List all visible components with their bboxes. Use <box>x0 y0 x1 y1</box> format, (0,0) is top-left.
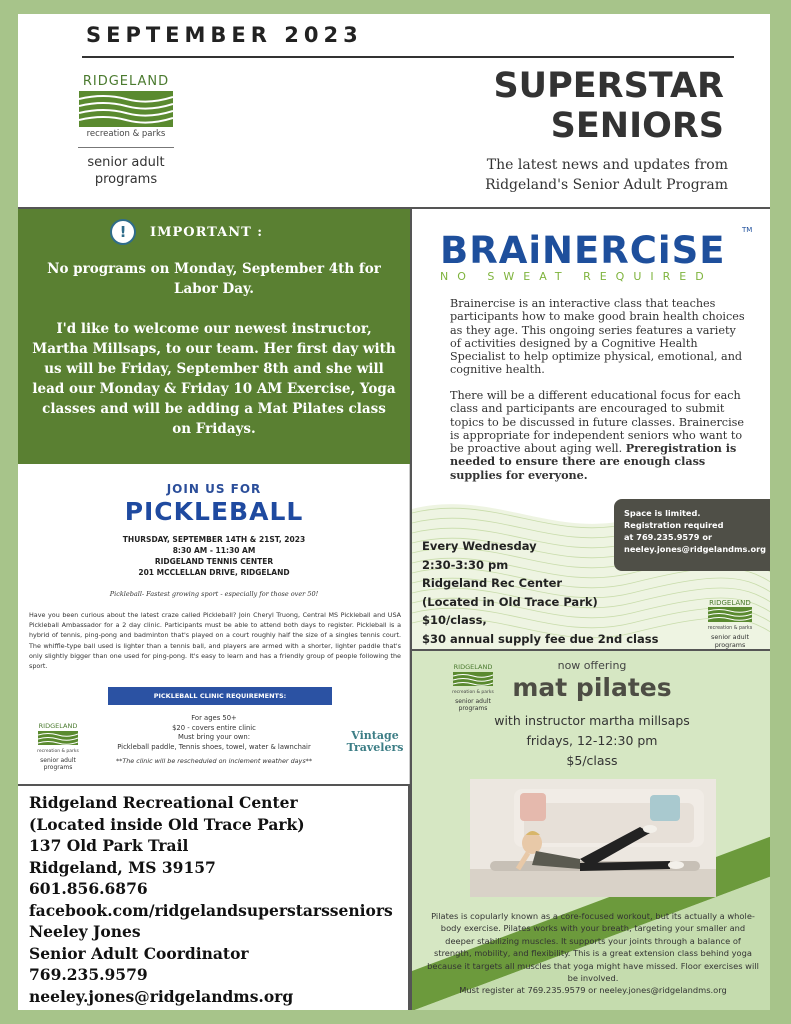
mini-logo-sub: recreation & parks <box>37 749 79 754</box>
mini-logo-sub: recreation & parks <box>707 626 753 631</box>
pilates-instructor: with instructor martha millsaps <box>494 713 690 728</box>
pickleball-flyer <box>18 464 410 784</box>
logo-divider <box>78 147 174 148</box>
schedule-venue: Ridgeland Rec Center <box>422 576 563 590</box>
schedule-supply-fee: $30 annual supply fee due 2nd class <box>422 631 659 646</box>
brainercise-description: Brainercise is an interactive class that teaches participants how to make good brain health choices as they age. This ongoing series features a variety of activities designed by a Cognitive Health Specialist to help optimize physical, emotional, and cognitive health. <box>450 297 745 377</box>
schedule-location: (Located in Old Trace Park) <box>422 594 598 609</box>
mini-logo-program <box>34 757 82 771</box>
mini-logo-program-l2: programs <box>714 640 746 649</box>
pilates-description <box>426 910 760 997</box>
info-icon: ! <box>110 219 136 245</box>
pickleball-venue: RIDGELAND TENNIS CENTER <box>154 557 274 566</box>
requirement-items: Pickleball paddle, Tennis shoes, towel, water & lawnchair <box>117 742 311 751</box>
vintage-line1: Vintage <box>351 729 399 742</box>
mini-logo-sub: recreation & parks <box>452 690 494 695</box>
vintage-travelers-logo <box>343 730 407 754</box>
logo-program-line2: programs <box>94 172 158 187</box>
requirement-fee: $20 - covers entire clinic <box>172 723 256 732</box>
center-name: Ridgeland Recreational Center <box>29 793 298 812</box>
woman-exercising-illustration <box>470 779 716 897</box>
important-notice-box <box>18 209 410 464</box>
hills-logo-icon <box>38 731 78 745</box>
space-limited: Space is limited. <box>624 508 701 518</box>
brainercise-ridgeland-logo <box>704 599 756 649</box>
pilates-section <box>410 649 770 1010</box>
logo-program-line1: senior adult <box>87 155 165 170</box>
brainercise-subtitle: NO SWEAT REQUIRED <box>440 270 713 283</box>
pickleball-description: Have you been curious about the latest craze called Pickleball? Join Cheryl Truong, Central MS Pickleball and USA Pickleball Ambassador for a 2 day clinic. Participants must be able to attend both days to register. Pickleball is a hybrid of tennis, ping-pong and badminton that's played on a court roughly half the size of a singles tennis court. The whiffle-type ball used is lighter than a tennis ball, and players are armed with a shorter, lighter paddle that's only slightly bigger than one used for ping-pong. It's easy to learn and has a friendly group of people following the sport. <box>29 611 401 671</box>
pickleball-tagline: Pickleball- Fastest growing sport - especially for those over 50! <box>109 590 319 598</box>
ridgeland-logo <box>76 74 176 188</box>
mini-logo-name: RIDGELAND <box>453 663 493 671</box>
important-label: IMPORTANT : <box>150 224 264 240</box>
pickleball-time: 8:30 AM - 11:30 AM <box>172 546 256 555</box>
newsletter-tagline <box>485 155 728 195</box>
pilates-registration: Must register at 769.235.9579 or neeley.jones@ridgelandms.org <box>459 985 727 996</box>
requirement-age: For ages 50+ <box>191 714 237 722</box>
tagline-line1: The latest news and updates from <box>486 157 728 173</box>
important-header <box>110 219 263 245</box>
contact-lines <box>29 792 393 1007</box>
registration-required: Registration required <box>624 520 724 530</box>
schedule-time: 2:30-3:30 pm <box>422 557 509 572</box>
pilates-photo <box>470 779 716 897</box>
brainercise-logo: BRAiNERCiSE <box>440 229 726 272</box>
coordinator-phone: 769.235.9579 <box>29 965 148 984</box>
pickleball-title: PICKLEBALL <box>124 497 304 526</box>
newsletter-title <box>493 66 724 146</box>
trademark-mark: TM <box>742 226 753 234</box>
pilates-info <box>412 711 770 771</box>
pickleball-dates: THURSDAY, SEPTEMBER 14TH & 21ST, 2023 <box>122 535 306 544</box>
city-state-zip: Ridgeland, MS 39157 <box>29 857 216 877</box>
mini-logo-name: RIDGELAND <box>38 722 78 730</box>
title-line2: SENIORS <box>550 106 724 146</box>
pilates-price: $5/class <box>566 753 618 768</box>
mini-logo-program-l1: senior adult <box>40 757 76 764</box>
pilates-title: mat pilates <box>512 673 672 702</box>
preregistration-note: Preregistration is needed to ensure there are enough class supplies for everyone. <box>450 441 737 482</box>
requirements-banner: PICKLEBALL CLINIC REQUIREMENTS: <box>108 687 332 705</box>
pickleball-address: 201 MCCLELLAN DRIVE, RIDGELAND <box>138 568 290 577</box>
hills-logo-icon <box>79 91 173 127</box>
registration-email[interactable]: neeley.jones@ridgelandms.org <box>624 544 767 554</box>
brainercise-section <box>410 209 770 649</box>
registration-phone: at 769.235.9579 or <box>624 532 712 542</box>
pilates-time: fridays, 12-12:30 pm <box>526 733 658 748</box>
header-divider <box>82 56 734 58</box>
mini-logo-program-l2: programs <box>43 764 73 771</box>
schedule-price: $10/class, <box>422 613 487 627</box>
mini-logo-program-l1: senior adult <box>711 633 749 641</box>
mini-logo-program-l1: senior adult <box>455 698 491 705</box>
weather-note: **The clinic will be rescheduled on inclement weather days** <box>115 757 313 765</box>
mini-logo-name: RIDGELAND <box>709 599 751 607</box>
logo-program <box>76 154 176 188</box>
now-offering: now offering <box>557 659 627 672</box>
newsletter-page <box>18 14 770 1010</box>
instructor-welcome: I'd like to welcome our newest instructor, Martha Millsaps, to our team. Her first day with us will be Friday, September 8th and she will lead our Monday & Friday 10 AM Exercise, Yoga classes and will be adding a Mat Pilates class on Fridays. <box>32 321 396 437</box>
pickleball-ridgeland-logo <box>34 722 82 771</box>
brainercise-details-text: There will be a different educational focus for each class and participants are encouraged to submit topics to be discussed in future classes. Brainercise is appropriate for independent seniors who want to be proactive about aging well. <box>450 389 745 456</box>
street-address: 137 Old Park Trail <box>29 836 189 855</box>
mini-logo-program-l2: programs <box>458 705 488 712</box>
contact-info <box>18 784 410 1010</box>
brainercise-details <box>450 389 750 482</box>
registration-callout <box>614 499 770 571</box>
issue-month: SEPTEMBER 2023 <box>86 23 363 47</box>
pickleball-when <box>18 534 410 578</box>
coordinator-title: Senior Adult Coordinator <box>29 943 249 963</box>
mini-logo-program <box>704 634 756 649</box>
center-phone: 601.856.6876 <box>29 879 148 898</box>
requirement-bring: Must bring your own: <box>177 733 251 741</box>
coordinator-name: Neeley Jones <box>29 922 141 941</box>
title-line1: SUPERSTAR <box>493 66 724 106</box>
pilates-description-text: Pilates is copularly known as a core-focused workout, but its actually a whole-body exercise. Pilates works with your breath, targeting your smaller and deeper stabilizing muscles. It supports your joints through a balance of strength, mobility, and flexibility. This is a great extension class behind yoga because it targets all muscles that yoga might have missed. Floor exercises will be involved. <box>427 911 759 984</box>
holiday-notice: No programs on Monday, September 4th for Labor Day. <box>47 261 381 297</box>
coordinator-email[interactable]: neeley.jones@ridgelandms.org <box>29 986 294 1006</box>
tagline-line2: Ridgeland's Senior Adult Program <box>485 177 728 193</box>
center-location: (Located inside Old Trace Park) <box>29 814 305 834</box>
hills-logo-icon <box>708 607 752 622</box>
vintage-line2: Travelers <box>346 741 404 754</box>
schedule-day: Every Wednesday <box>422 539 537 553</box>
logo-subtitle: recreation & parks <box>86 129 166 139</box>
logo-name: RIDGELAND <box>82 74 170 89</box>
pickleball-join: JOIN US FOR <box>166 482 262 496</box>
facebook-link[interactable]: facebook.com/ridgelandsuperstarsseniors <box>29 900 393 920</box>
